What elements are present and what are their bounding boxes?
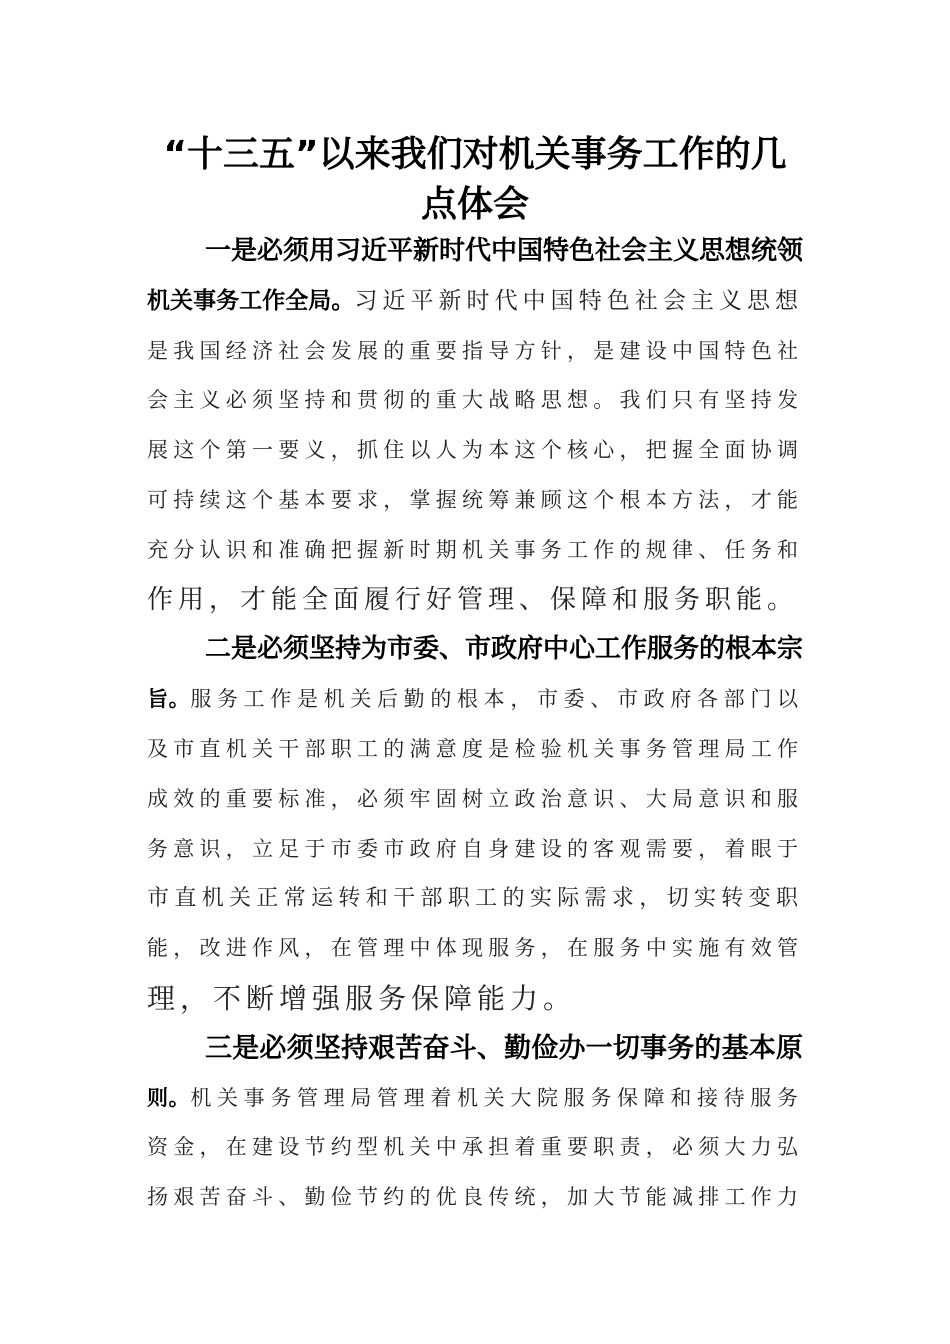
paragraph (147, 1024, 803, 1223)
paragraph (147, 227, 803, 625)
paragraph-text: 市直机关正常运转和干部职工的实际需求，切实转变职 (147, 886, 803, 912)
line-content (147, 376, 803, 426)
text-line (147, 376, 803, 426)
paragraph-heading: 一是必须用习近平新时代中国特色社会主义思想统领 (205, 236, 804, 266)
title-line: “十三五”以来我们对机关事务工作的几 (163, 134, 787, 175)
paragraph-heading: 旨。 (147, 687, 191, 712)
line-content (147, 825, 803, 875)
text-line (147, 825, 803, 875)
paragraph-text: 作用，才能全面履行好管理、保障和服务职能。 (147, 584, 799, 615)
line-content (205, 625, 803, 675)
line-content (147, 974, 803, 1024)
paragraph-heading: 机关事务工作全局。 (147, 287, 355, 314)
text-line (147, 227, 803, 277)
text-line (147, 327, 803, 377)
paragraph-text: 能，改进作风，在管理中体现服务，在服务中实施有效管 (147, 936, 803, 961)
document-title (147, 130, 803, 230)
paragraph-text: 是我国经济社会发展的重要指导方针，是建设中国特色社 (147, 338, 803, 363)
paragraph-heading: 三是必须坚持艰苦奋斗、勤俭办一切事务的基本原 (205, 1032, 803, 1064)
line-content (147, 476, 803, 526)
paragraph-text: 习近平新时代中国特色社会主义思想 (354, 287, 804, 314)
line-content (147, 725, 803, 775)
line-content (147, 277, 803, 327)
line-content (147, 675, 803, 725)
paragraph-text: 机关事务管理局管理着机关大院服务保障和接待服务 (190, 1085, 804, 1110)
paragraph-text: 服务工作是机关后勤的根本，市委、市政府各部门以 (190, 687, 804, 712)
text-line (147, 725, 803, 775)
line-content (205, 227, 803, 277)
line-content (147, 1074, 803, 1124)
title-line: 点体会 (420, 184, 529, 225)
line-content (147, 576, 803, 626)
line-content (147, 426, 803, 476)
text-line (147, 1173, 803, 1223)
line-content (147, 526, 803, 576)
line-content (205, 1024, 803, 1074)
text-line (147, 1123, 803, 1173)
document-body (147, 227, 803, 1223)
text-line (147, 426, 803, 476)
text-line (147, 1024, 803, 1074)
paragraph-text: 资金，在建设节约型机关中承担着重要职责，必须大力弘 (147, 1135, 803, 1160)
paragraph-text: 扬艰苦奋斗、勤俭节约的优良传统，加大节能减排工作力 (147, 1185, 803, 1210)
line-content (147, 775, 803, 825)
text-line (147, 775, 803, 825)
text-line (147, 526, 803, 576)
text-line (147, 476, 803, 526)
text-line (147, 874, 803, 924)
paragraph-text: 及市直机关干部职工的满意度是检验机关事务管理局工作 (147, 736, 803, 761)
paragraph-text: 成效的重要标准，必须牢固树立政治意识、大局意识和服 (147, 786, 803, 811)
line-content (147, 327, 803, 377)
line-content (147, 1123, 803, 1173)
text-line (147, 277, 803, 327)
paragraph-text: 务意识，立足于市委市政府自身建设的客观需要，着眼于 (147, 836, 803, 861)
paragraph (147, 625, 803, 1023)
paragraph-text: 理，不断增强服务保障能力。 (147, 981, 577, 1015)
text-line (147, 625, 803, 675)
paragraph-heading: 二是必须坚持为市委、市政府中心工作服务的根本宗 (205, 634, 804, 665)
paragraph-text: 展这个第一要义，抓住以人为本这个核心，把握全面协调 (147, 438, 803, 463)
paragraph-heading: 则。 (147, 1085, 191, 1110)
text-line (147, 1074, 803, 1124)
text-line (147, 576, 803, 626)
paragraph-text: 充分认识和准确把握新时期机关事务工作的规律、任务和 (147, 537, 803, 562)
text-line (147, 974, 803, 1024)
line-content (147, 1173, 803, 1223)
line-content (147, 874, 803, 924)
text-line (147, 924, 803, 974)
text-line (147, 675, 803, 725)
paragraph-text: 可持续这个基本要求，掌握统筹兼顾这个根本方法，才能 (147, 487, 803, 512)
paragraph-text: 会主义必须坚持和贯彻的重大战略思想。我们只有坚持发 (147, 388, 803, 413)
line-content (147, 924, 803, 974)
